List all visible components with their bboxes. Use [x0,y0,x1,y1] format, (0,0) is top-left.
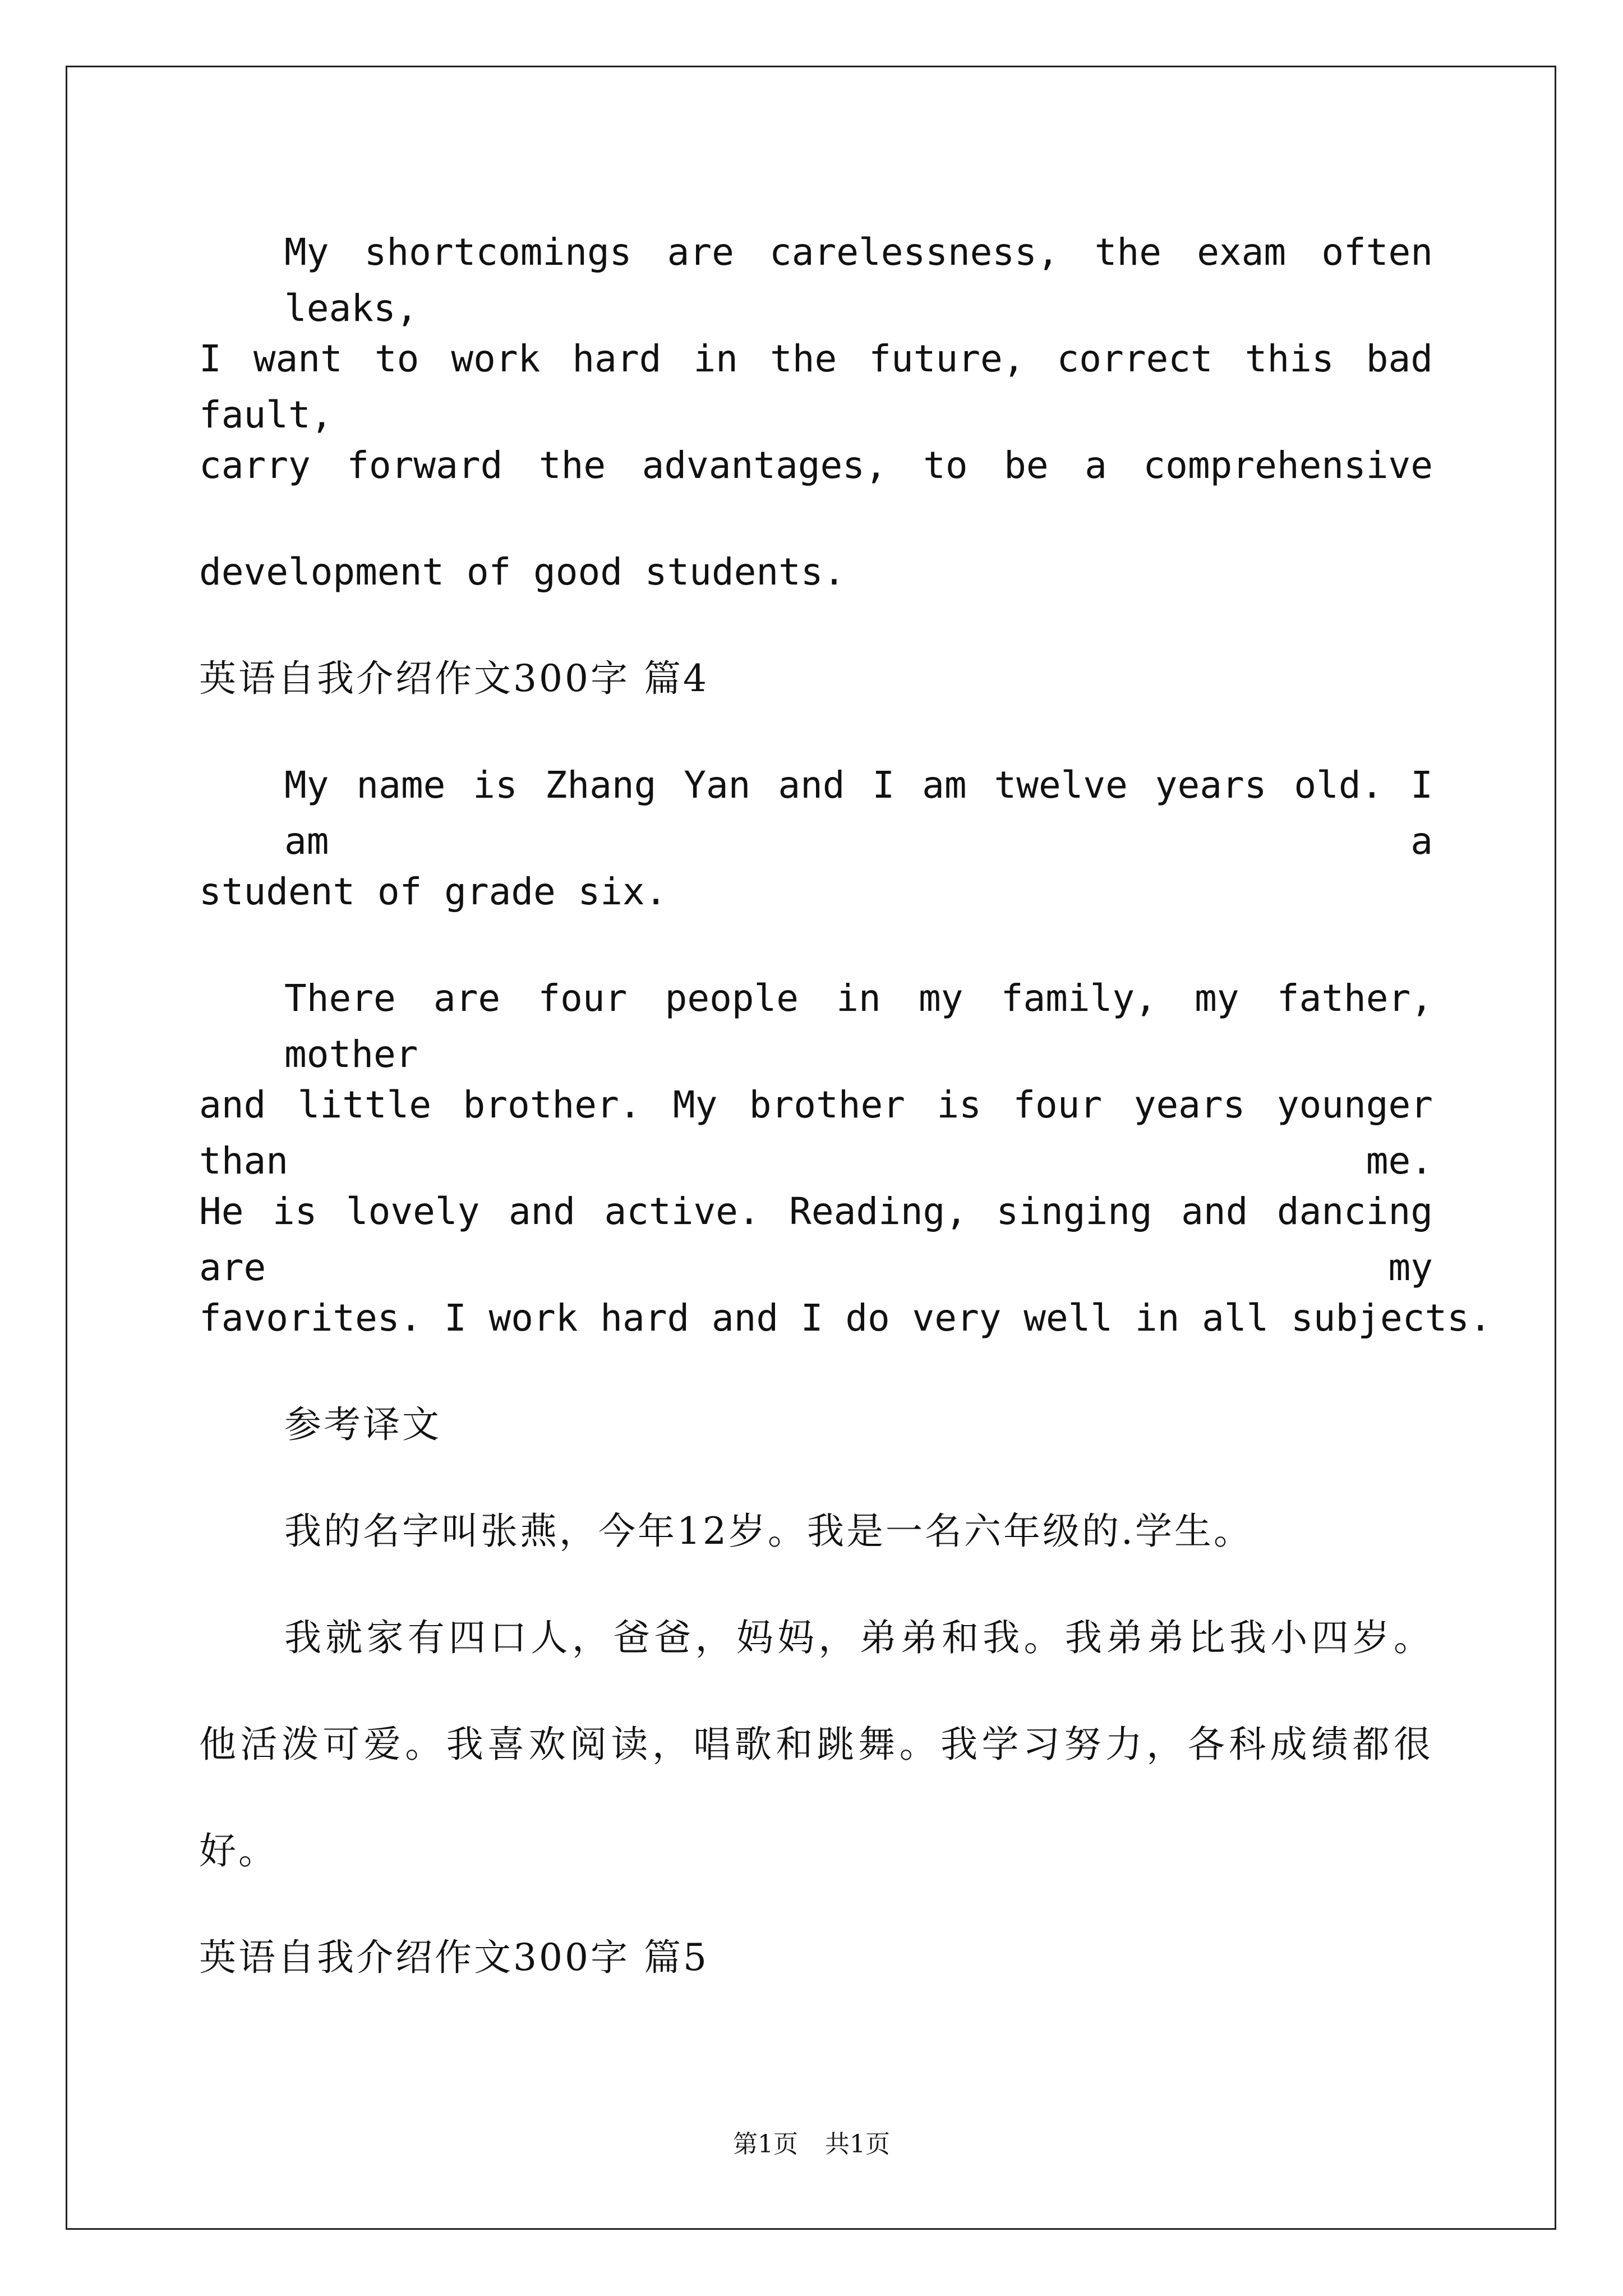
section-heading: 英语自我介绍作文300字 篇5 [199,1936,709,1979]
translation-label: 参考译文 [284,1403,441,1446]
paragraph-line: 好。 [199,1829,278,1872]
paragraph-line: He is lovely and active. Reading, singing and dancing are my [199,1190,1433,1289]
paragraph-line: 我的名字叫张燕，今年12岁。我是一名六年级的.学生。 [284,1510,1253,1553]
paragraph-line: My name is Zhang Yan and I am twelve years old. I am a [284,763,1433,863]
paragraph-line: There are four people in my family, my father, mother [284,977,1433,1076]
page-total: 共1页 [825,2130,890,2159]
paragraph-line: favorites. I work hard and I do very well in all subjects. [199,1296,1492,1340]
paragraph-line: 我就家有四口人，爸爸，妈妈，弟弟和我。我弟弟比我小四岁。 [284,1616,1433,1659]
paragraph-line: 他活泼可爱。我喜欢阅读，唱歌和跳舞。我学习努力，各科成绩都很 [199,1723,1433,1766]
page-number: 第1页 [733,2130,798,2159]
paragraph-line: My shortcomings are carelessness, the exam often leaks, [284,231,1433,330]
paragraph-line: and little brother. My brother is four years younger than me. [199,1083,1433,1182]
paragraph-line: carry forward the advantages, to be a comprehensive [199,444,1433,487]
paragraph-line: development of good students. [199,550,846,593]
paragraph-line: student of grade six. [199,870,667,913]
section-heading: 英语自我介绍作文300字 篇4 [199,657,709,700]
page-footer [0,2128,1623,2161]
paragraph-line: I want to work hard in the future, correct this bad fault, [199,337,1433,436]
